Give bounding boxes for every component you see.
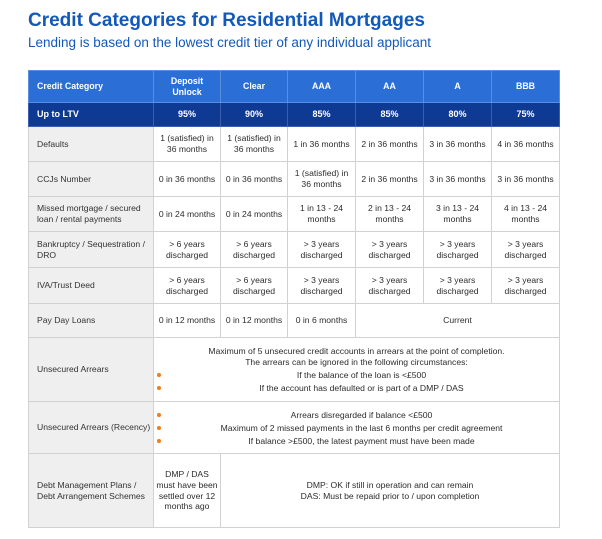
table-cell: 0 in 6 months [288,304,356,338]
table-cell: 1 in 36 months [288,127,356,162]
table-cell: > 6 years discharged [154,232,221,268]
table-cell: 0 in 24 months [221,197,288,232]
ltv-aa: 85% [356,103,424,127]
ltv-deposit-unlock: 95% [154,103,221,127]
list-item: Maximum of 2 missed payments in the last 6 months per credit agreement [156,423,557,434]
table-cell: > 6 years discharged [221,232,288,268]
ccjs-row [29,162,560,197]
table-cell: 3 in 36 months [424,162,492,197]
ccjs-label: CCJs Number [29,162,154,197]
table-cell: > 3 years discharged [492,268,560,304]
bullet-icon [157,386,161,390]
iva-row [29,268,560,304]
table-cell: 1 (satisfied) in 36 months [288,162,356,197]
unsecured-recency-label: Unsecured Arrears (Recency) [29,402,154,454]
table-cell: > 3 years discharged [288,268,356,304]
bankruptcy-row [29,232,560,268]
payday-label: Pay Day Loans [29,304,154,338]
missed-payments-row [29,197,560,232]
header-deposit-unlock: Deposit Unlock [154,71,221,103]
header-credit-category: Credit Category [29,71,154,103]
header-row [29,71,560,103]
list-item: If the balance of the loan is <£500 [156,370,557,381]
dmp-details [221,454,560,528]
bullet-icon [157,439,161,443]
table-cell: > 3 years discharged [288,232,356,268]
header-aa: AA [356,71,424,103]
dmp-line2: DAS: Must be repaid prior to / upon completion [300,490,480,501]
header-bbb: BBB [492,71,560,103]
payday-current-cell: Current [356,304,560,338]
missed-payments-label: Missed mortgage / secured loan / rental payments [29,197,154,232]
table-cell: > 3 years discharged [424,268,492,304]
table-cell: 0 in 12 months [154,304,221,338]
ltv-row [29,103,560,127]
table-cell: > 3 years discharged [424,232,492,268]
page-subtitle: Lending is based on the lowest credit tier of any individual applicant [28,35,432,50]
table-cell: 2 in 13 - 24 months [356,197,424,232]
header-clear: Clear [221,71,288,103]
table-cell: 1 (satisfied) in 36 months [154,127,221,162]
defaults-row [29,127,560,162]
table-cell: 1 (satisfied) in 36 months [221,127,288,162]
ltv-bbb: 75% [492,103,560,127]
table-cell: 0 in 24 months [154,197,221,232]
list-item: If balance >£500, the latest payment must have been made [156,436,557,447]
unsecured-recency-row [29,402,560,454]
table-cell: 3 in 36 months [424,127,492,162]
bullet-icon [157,426,161,430]
table-cell: 0 in 36 months [154,162,221,197]
ltv-clear: 90% [221,103,288,127]
table-cell: > 3 years discharged [492,232,560,268]
header-aaa: AAA [288,71,356,103]
credit-categories-table [28,70,560,528]
unsecured-arrears-row [29,338,560,402]
table-cell: 4 in 13 - 24 months [492,197,560,232]
table-cell: 4 in 36 months [492,127,560,162]
bankruptcy-label: Bankruptcy / Sequestration / DRO [29,232,154,268]
dmp-deposit-unlock-cell: DMP / DAS must have been settled over 12 months ago [154,454,221,528]
list-item: Arrears disregarded if balance <£500 [156,410,557,421]
table-cell: > 6 years discharged [154,268,221,304]
unsecured-arrears-details [154,338,560,402]
bullet-icon [157,373,161,377]
header-a: A [424,71,492,103]
table-cell: > 3 years discharged [356,232,424,268]
table-cell: > 3 years discharged [356,268,424,304]
dmp-label: Debt Management Plans / Debt Arrangement Schemes [29,454,154,528]
bullet-icon [157,413,161,417]
iva-label: IVA/Trust Deed [29,268,154,304]
table-cell: > 6 years discharged [221,268,288,304]
table-cell: 3 in 36 months [492,162,560,197]
unsecured-arrears-line1: Maximum of 5 unsecured credit accounts in arrears at the point of completion. [208,345,505,356]
table-cell: 0 in 36 months [221,162,288,197]
page-title: Credit Categories for Residential Mortgages [28,10,425,31]
table-cell: 2 in 36 months [356,127,424,162]
list-item: If the account has defaulted or is part of a DMP / DAS [156,383,557,394]
defaults-label: Defaults [29,127,154,162]
unsecured-arrears-line2: The arrears can be ignored in the following circumstances: [245,357,468,368]
table-cell: 3 in 13 - 24 months [424,197,492,232]
ltv-aaa: 85% [288,103,356,127]
dmp-line1: DMP: OK if still in operation and can remain [306,479,474,490]
table-cell: 2 in 36 months [356,162,424,197]
ltv-a: 80% [424,103,492,127]
ltv-label: Up to LTV [29,103,154,127]
table-cell: 1 in 13 - 24 months [288,197,356,232]
unsecured-recency-details [154,402,560,454]
table-cell: 0 in 12 months [221,304,288,338]
unsecured-arrears-label: Unsecured Arrears [29,338,154,402]
payday-row [29,304,560,338]
dmp-row [29,454,560,528]
